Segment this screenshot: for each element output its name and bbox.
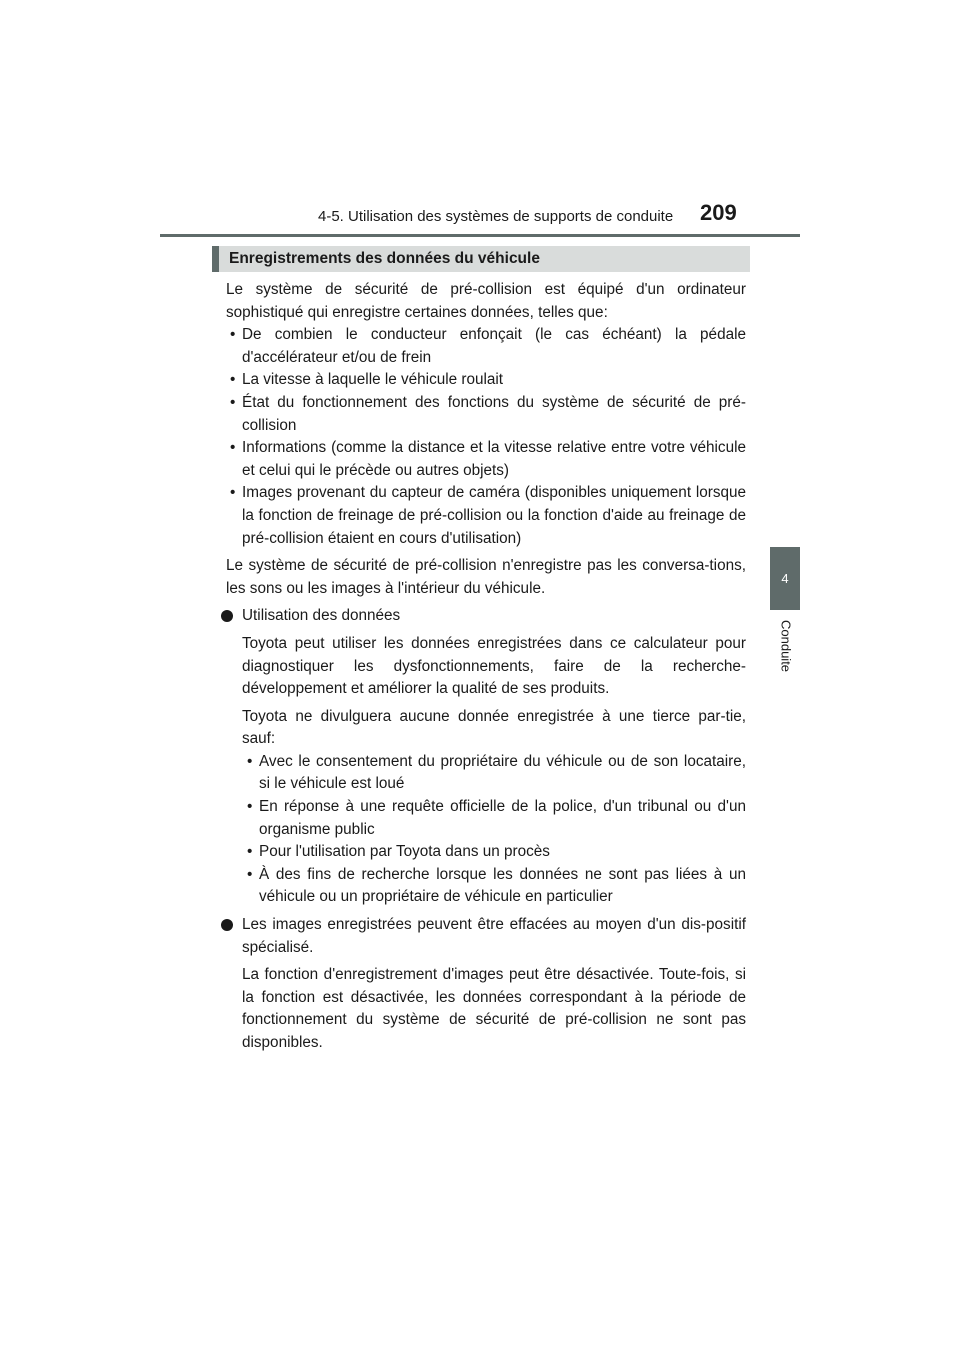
list-item: • État du fonctionnement des fonctions du système de sécurité de pré-collision — [230, 393, 746, 434]
bullet: • — [230, 371, 236, 389]
usage-paragraph: Toyota peut utiliser les données enregistrées dans ce calculateur pour diagnostiquer les dysfonctionnements, faire de la recherche-développement et améliorer la qualité de ses produits. — [242, 634, 746, 698]
bullet: • — [230, 393, 236, 411]
section-title: Enregistrements des données du véhicule — [229, 250, 540, 267]
bullet: • — [247, 843, 253, 861]
bullet: • — [230, 439, 236, 457]
list-item: • Pour l'utilisation par Toyota dans un procès — [226, 841, 746, 864]
usage-heading: Utilisation des données — [226, 605, 746, 628]
circle-bullet-icon — [221, 919, 233, 931]
no-record-paragraph: Le système de sécurité de pré-collision n'enregistre pas les conversa-tions, les sons ou les images à l'intérieur du véhicule. — [226, 557, 746, 597]
bullet: • — [230, 326, 236, 344]
section-header-bar — [212, 246, 219, 272]
list-item: • Images provenant du capteur de caméra (disponibles uniquement lorsque la fonction de freinage de pré-collision ou la fonction d'aide au freinage de pré-collision étaient en cours d'utilisation) — [230, 484, 746, 547]
disclosure-paragraph: Toyota ne divulguera aucune donnée enregistrée à une tierce par-tie, sauf: — [242, 707, 746, 748]
images-paragraph: La fonction d'enregistrement d'images peut être désactivée. Toute-fois, si la fonction est désactivée, les données correspondant à la période de fonctionnement du système de sécurité de pré-collision ne sont pas disponibles. — [242, 966, 746, 1051]
list-item: • De combien le conducteur enfonçait (le cas échéant) la pédale d'accélérateur et/ou de frein — [230, 326, 746, 366]
bullet: • — [247, 865, 253, 883]
intro-paragraph: Le système de sécurité de pré-collision est équipé d'un ordinateur sophistiqué qui enregistre certaines données, telles que: — [226, 281, 746, 321]
running-header: 4-5. Utilisation des systèmes de supports de conduite — [318, 208, 674, 225]
list-item: • À des fins de recherche lorsque les données ne sont pas liées à un véhicule ou un propriétaire de véhicule en particulier — [247, 865, 746, 906]
page-number: 209 — [700, 200, 737, 225]
chapter-tab — [770, 547, 800, 610]
circle-bullet-icon — [221, 610, 233, 622]
bullet: • — [247, 798, 253, 816]
bullet: • — [230, 484, 236, 502]
main-content — [226, 279, 746, 1055]
list-item: • Avec le consentement du propriétaire du véhicule ou de son locataire, si le véhicule est loué — [247, 752, 746, 793]
images-heading: Les images enregistrées peuvent être effacées au moyen d'un dis-positif spécialisé. — [226, 914, 746, 959]
bullet: • — [247, 752, 253, 770]
list-item: • En réponse à une requête officielle de la police, d'un tribunal ou d'un organisme public — [247, 798, 746, 838]
list-item: • La vitesse à laquelle le véhicule roulait — [226, 369, 746, 392]
header-rule — [160, 234, 800, 237]
section-header — [212, 246, 750, 272]
chapter-number: 4 — [781, 571, 789, 586]
chapter-label: Conduite — [778, 620, 794, 673]
list-item: • Informations (comme la distance et la vitesse relative entre votre véhicule et celui qui le précède ou autres objets) — [230, 439, 746, 479]
